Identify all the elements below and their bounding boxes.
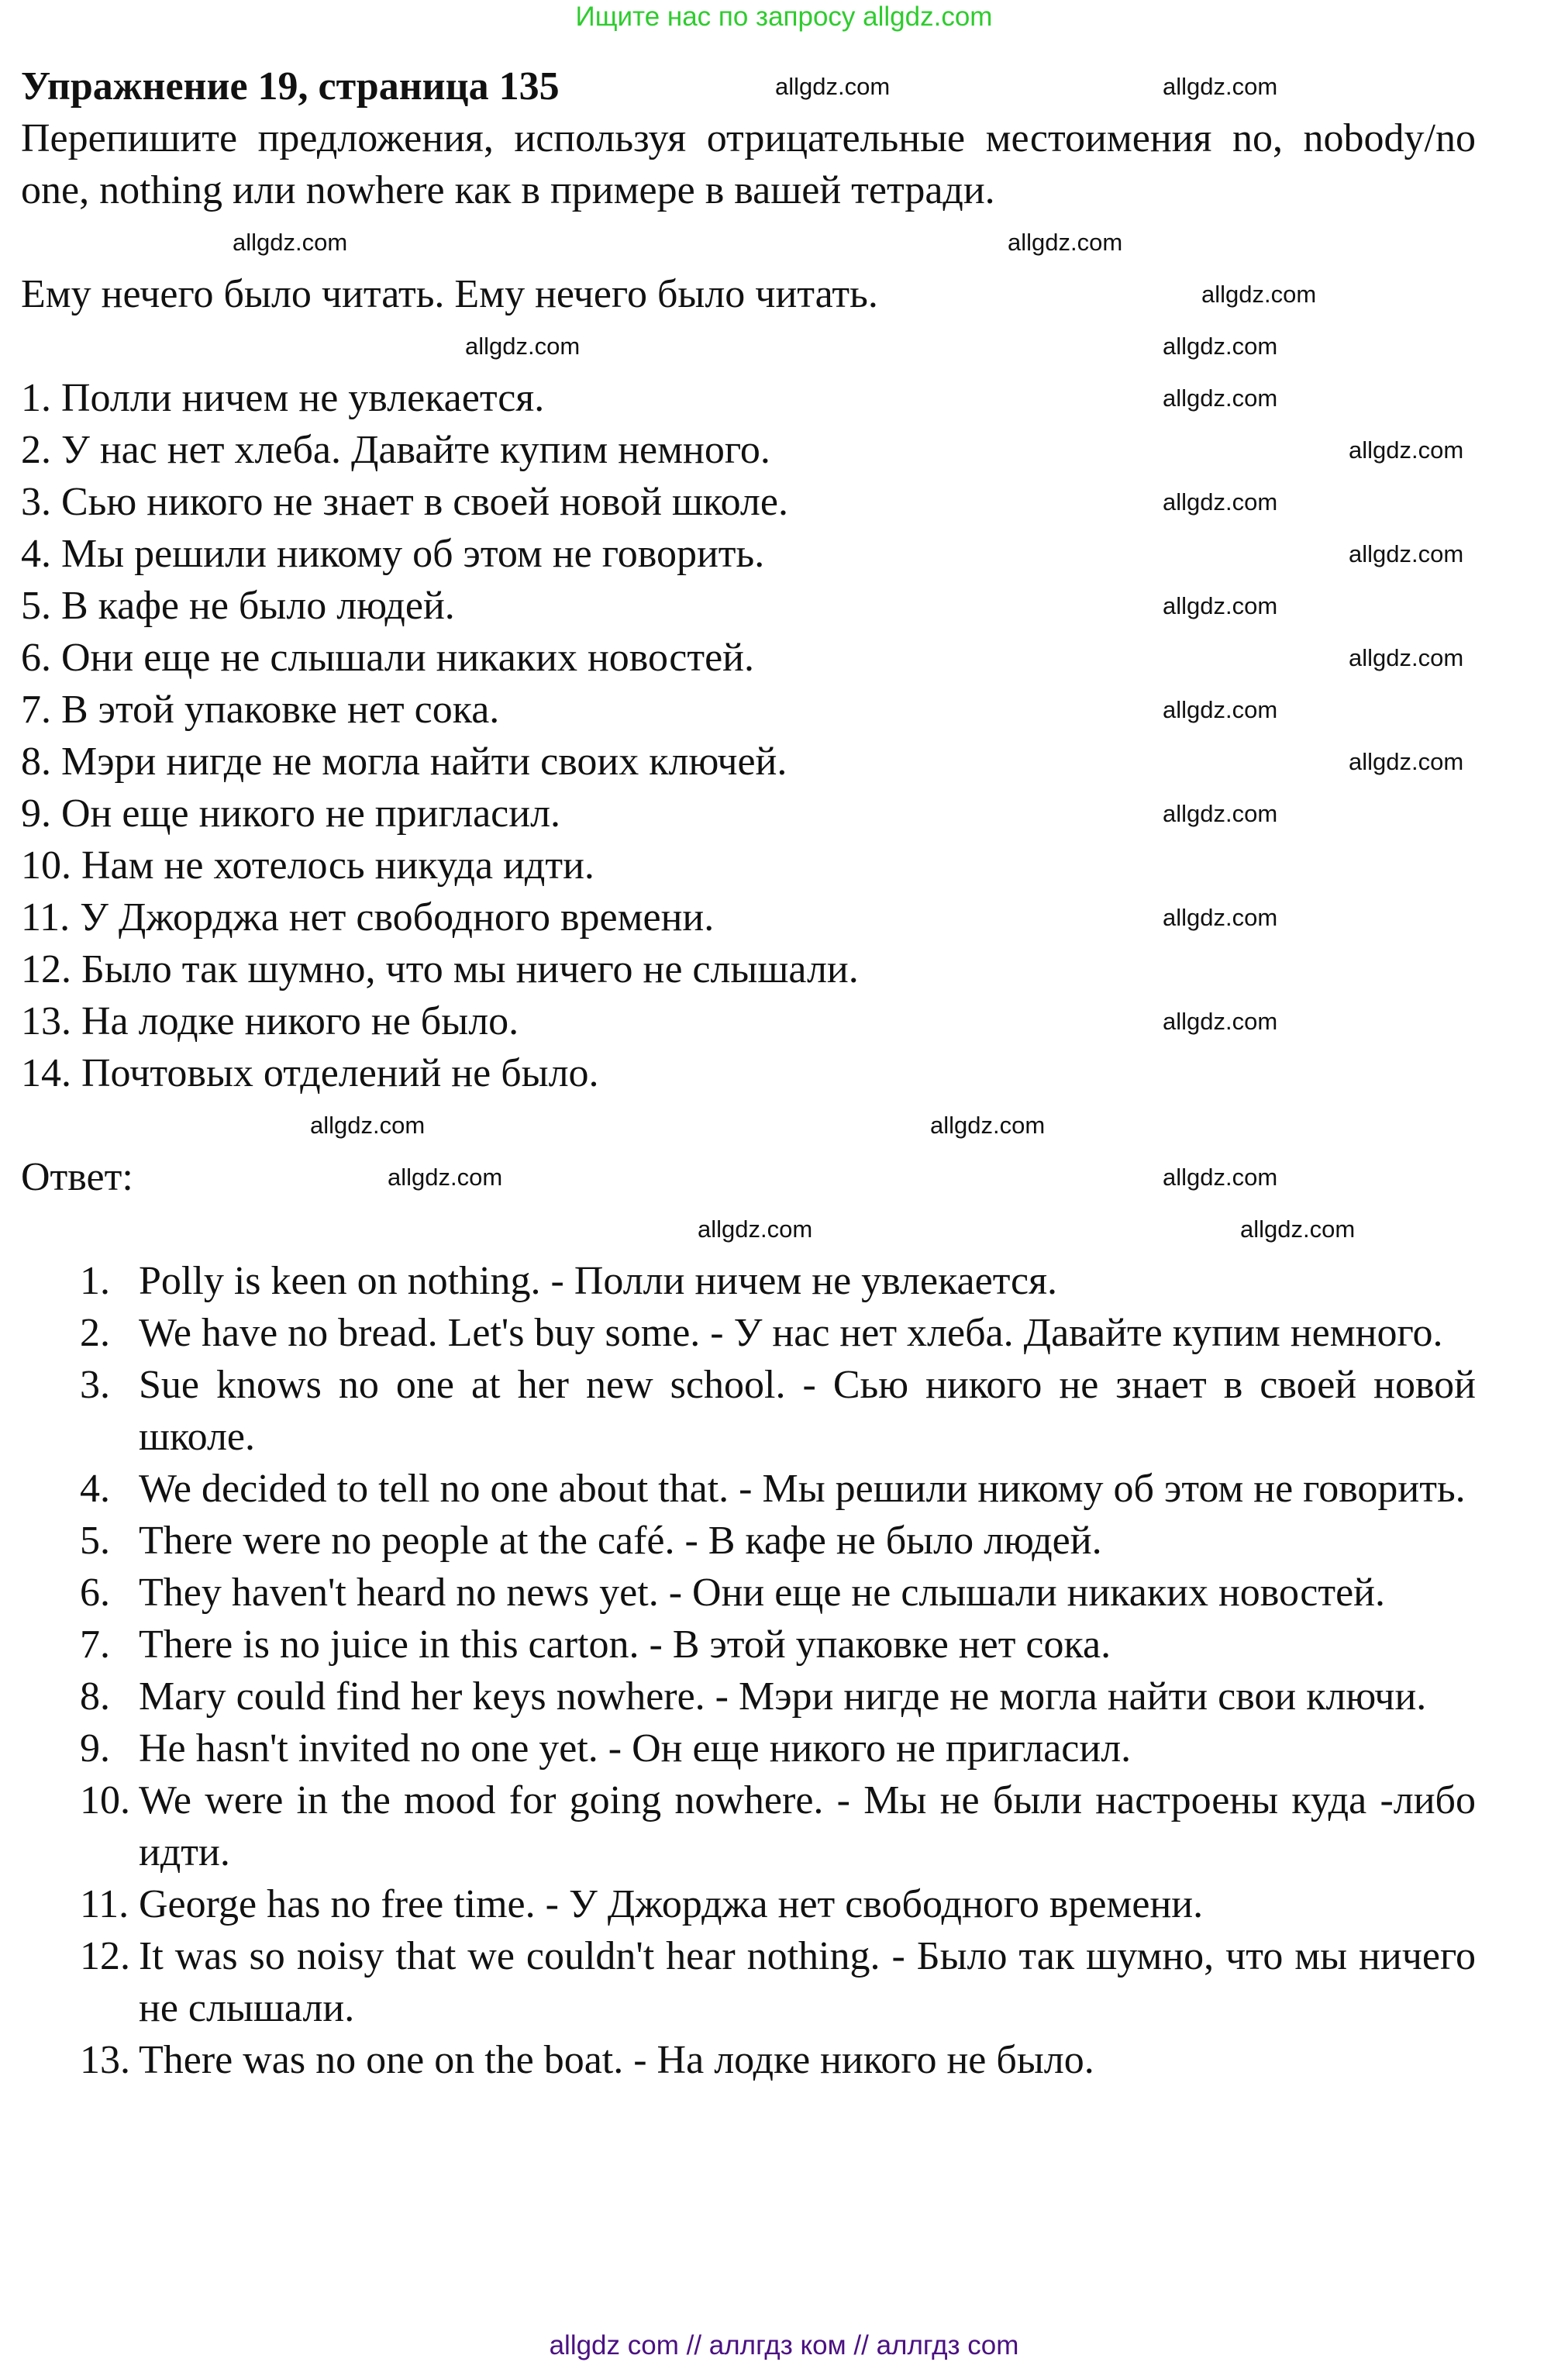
exercise-item: 12. Было так шумно, что мы ничего не слышали.	[21, 947, 859, 991]
answer-text: There was no one on the boat. - На лодке никого не было.	[139, 2038, 1094, 2082]
answer-text: George has no free time. - У Джорджа нет свободного времени.	[139, 1882, 1204, 1926]
answer-number: 9.	[80, 1726, 110, 1771]
search-promo-banner: Ищите нас по запросу allgdz.com	[575, 2, 993, 32]
watermark: allgdz.com	[930, 1112, 1046, 1139]
watermark: allgdz.com	[1349, 748, 1464, 775]
answer-item	[80, 1359, 1476, 1463]
answer-text: We decided to tell no one about that. - Мы решили никому об этом не говорить.	[139, 1467, 1466, 1511]
exercise-items	[21, 372, 1476, 1099]
answer-number: 6.	[80, 1571, 110, 1615]
answer-item	[80, 1671, 1476, 1722]
answer-number: 2.	[80, 1311, 110, 1355]
answer-text: There were no people at the café. - В кафе не было людей.	[139, 1519, 1102, 1563]
answer-item	[80, 1619, 1476, 1671]
watermark: allgdz.com	[1163, 488, 1278, 516]
answer-item	[80, 1463, 1476, 1515]
watermark: allgdz.com	[1349, 436, 1464, 464]
answer-item	[80, 1722, 1476, 1774]
answer-item	[80, 1255, 1476, 1307]
watermark: allgdz.com	[1163, 384, 1278, 412]
watermark: allgdz.com	[1163, 592, 1278, 619]
answer-number: 11.	[80, 1882, 129, 1926]
answer-text: There is no juice in this carton. - В этой упаковке нет сока.	[139, 1622, 1111, 1667]
watermark: allgdz.com	[1349, 540, 1464, 567]
answer-item	[80, 1567, 1476, 1619]
answer-number: 4.	[80, 1467, 110, 1511]
watermark: allgdz.com	[1163, 800, 1278, 827]
answer-number: 7.	[80, 1622, 110, 1667]
exercise-item: 3. Сью никого не знает в своей новой школе.	[21, 480, 788, 524]
answer-number: 8.	[80, 1674, 110, 1719]
answer-item	[80, 1930, 1476, 2034]
answer-text: Mary could find her keys nowhere. - Мэри нигде не могла найти свои ключи.	[139, 1674, 1427, 1719]
watermark: allgdz.com	[1163, 1164, 1278, 1191]
answer-label: Ответ:	[21, 1155, 133, 1199]
exercise-item: 13. На лодке никого не было.	[21, 999, 519, 1043]
answer-item	[80, 1307, 1476, 1359]
exercise-item: 10. Нам не хотелось никуда идти.	[21, 843, 594, 888]
exercise-item: 11. У Джорджа нет свободного времени.	[21, 895, 715, 940]
exercise-item: 5. В кафе не было людей.	[21, 584, 455, 628]
exercise-item: 6. Они еще не слышали никаких новостей.	[21, 636, 754, 680]
exercise-item: 1. Полли ничем не увлекается.	[21, 376, 545, 420]
exercise-item: 7. В этой упаковке нет сока.	[21, 688, 500, 732]
answer-number: 3.	[80, 1363, 110, 1407]
answer-text: Sue knows no one at her new school. - Сью никого не знает в своей новой школе.	[139, 1363, 1476, 1459]
answer-text: He hasn't invited no one yet. - Он еще никого не пригласил.	[139, 1726, 1132, 1771]
answer-text: Polly is keen on nothing. - Полли ничем не увлекается.	[139, 1259, 1058, 1303]
watermark: allgdz.com	[465, 333, 581, 360]
watermark: allgdz.com	[1163, 696, 1278, 723]
answer-number: 12.	[80, 1934, 130, 1978]
watermark: allgdz.com	[1201, 281, 1317, 308]
exercise-item: 14. Почтовых отделений не было.	[21, 1051, 599, 1095]
watermark: allgdz.com	[1163, 73, 1278, 100]
watermark: allgdz.com	[698, 1216, 813, 1243]
watermark: allgdz.com	[310, 1112, 426, 1139]
answer-number: 13.	[80, 2038, 130, 2082]
page-title: Упражнение 19, страница 135	[21, 64, 560, 109]
answer-item	[80, 1774, 1476, 1878]
answer-item	[80, 2034, 1476, 2086]
watermark: allgdz.com	[1240, 1216, 1356, 1243]
answers-list	[80, 1255, 1476, 2086]
watermark: allgdz.com	[1163, 1008, 1278, 1035]
watermark: allgdz.com	[1008, 229, 1123, 256]
exercise-item: 8. Мэри нигде не могла найти своих ключей.	[21, 740, 787, 784]
answer-text: We have no bread. Let's buy some. - У нас нет хлеба. Давайте купим немного.	[139, 1311, 1443, 1355]
exercise-instruction: Перепишите предложения, используя отрицательные местоимения no, nobody/no one, nothing или nowhere как в примере в вашей тетради.	[21, 116, 1476, 212]
watermark: allgdz.com	[1163, 904, 1278, 931]
answer-number: 5.	[80, 1519, 110, 1563]
exercise-item: 4. Мы решили никому об этом не говорить.	[21, 532, 765, 576]
example-sentence: Ему нечего было читать. Ему нечего было читать.	[21, 272, 878, 316]
watermark: allgdz.com	[775, 73, 891, 100]
watermark: allgdz.com	[388, 1164, 503, 1191]
exercise-content	[21, 60, 1476, 2086]
watermark: allgdz.com	[233, 229, 348, 256]
exercise-item: 9. Он еще никого не пригласил.	[21, 791, 561, 836]
watermark: allgdz.com	[1349, 644, 1464, 671]
answer-number: 10.	[80, 1778, 130, 1822]
answer-number: 1.	[80, 1259, 110, 1303]
watermark: allgdz.com	[1163, 333, 1278, 360]
answer-item	[80, 1515, 1476, 1567]
answer-item	[80, 1878, 1476, 1930]
answer-text: They haven't heard no news yet. - Они еще не слышали никаких новостей.	[139, 1571, 1385, 1615]
answer-text: It was so noisy that we couldn't hear nothing. - Было так шумно, что мы ничего не слышали.	[139, 1934, 1476, 2030]
exercise-item: 2. У нас нет хлеба. Давайте купим немного.	[21, 428, 770, 472]
site-footer-banner: allgdz com // аллгдз ком // аллгдз com	[549, 2330, 1019, 2360]
answer-text: We were in the mood for going nowhere. - Мы не были настроены куда -либо идти.	[139, 1778, 1476, 1874]
